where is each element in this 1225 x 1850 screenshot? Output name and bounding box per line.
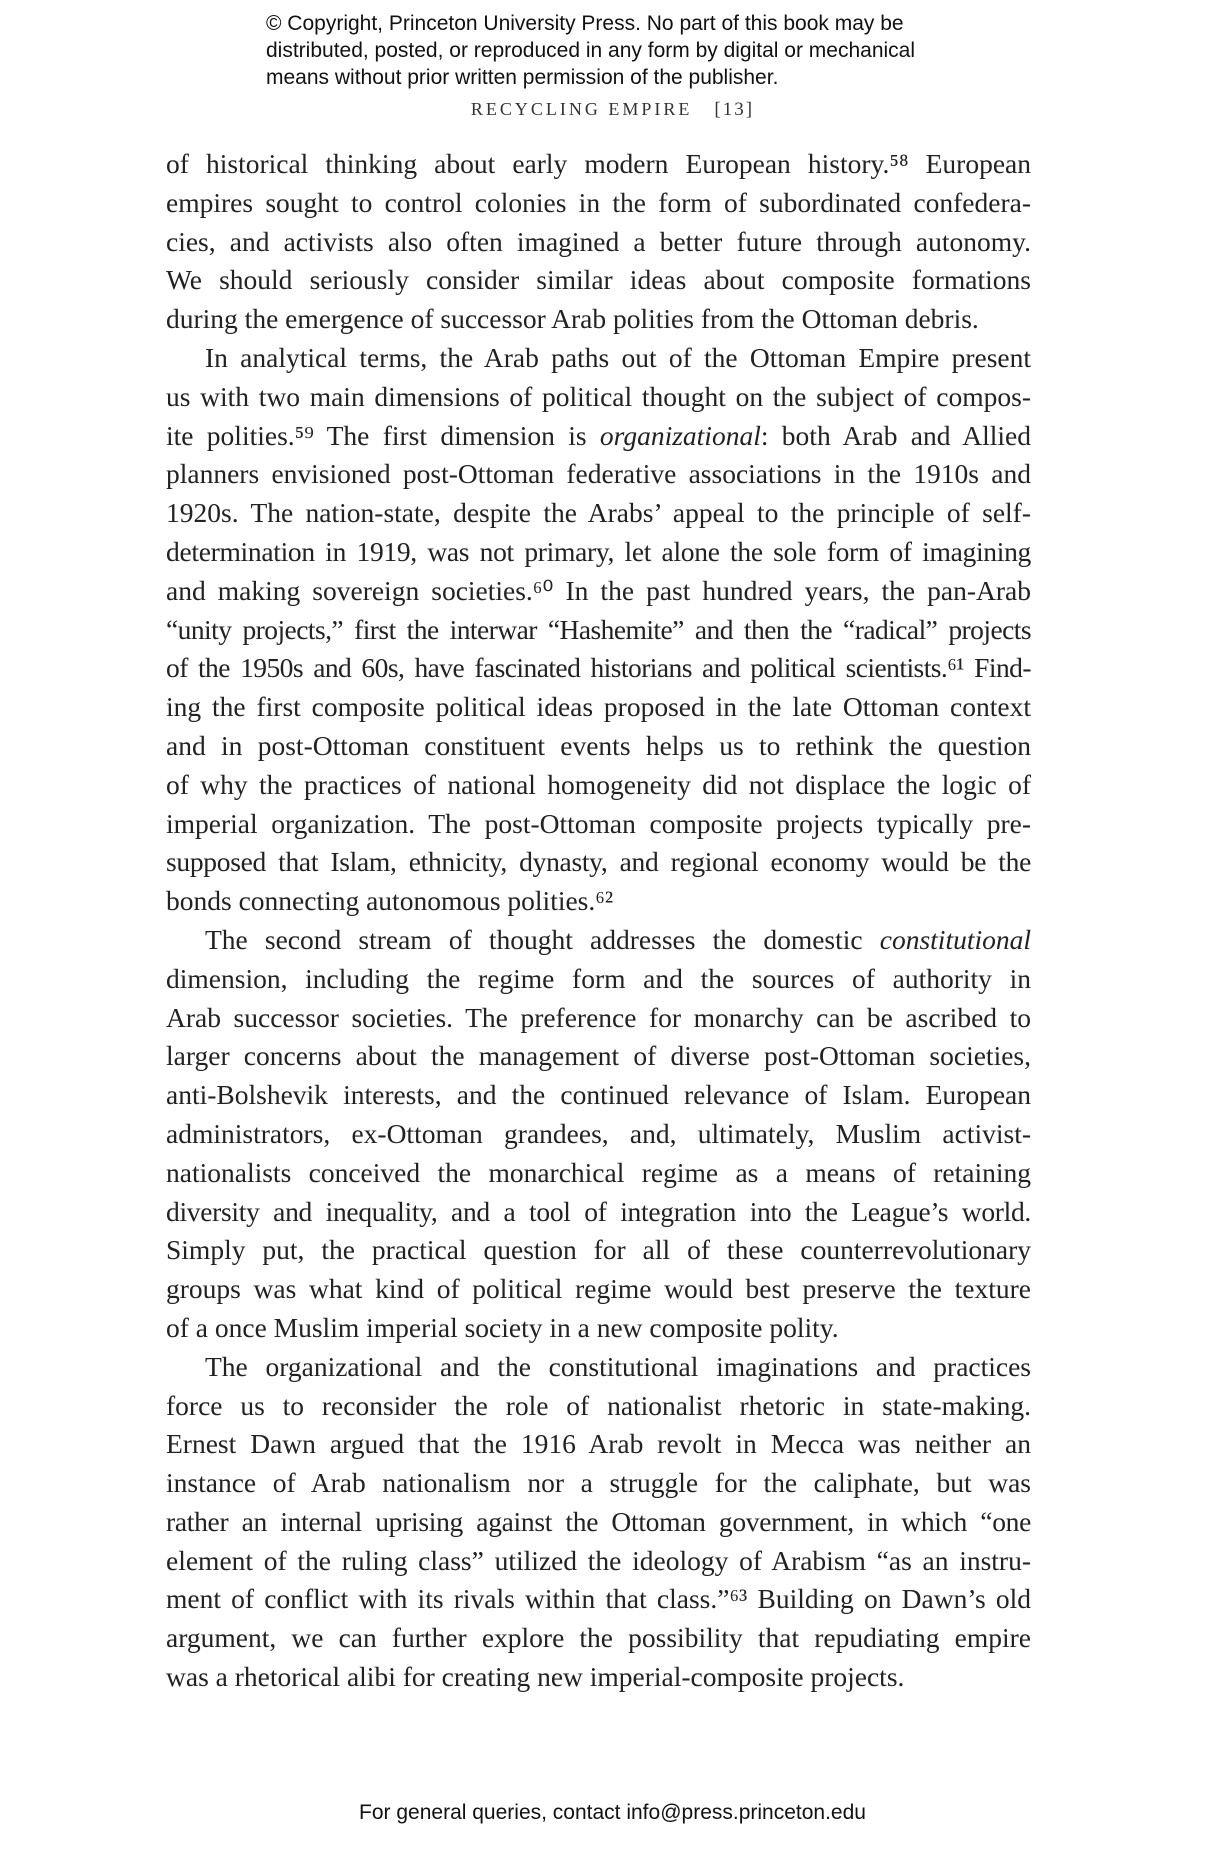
body-text	[166, 145, 1031, 1697]
italic-term: organizational	[599, 419, 761, 451]
text-line: nationalists conceived the monarchical regime as a means of retaining	[166, 1156, 1031, 1188]
text-line: determination in 1919, was not primary, let alone the sole form of imagining	[166, 535, 1031, 567]
text-line: cies, and activists also often imagined a better future through autonomy.	[166, 225, 1031, 257]
text-line: “unity projects,” first the interwar “Hashemite” and then the “radical” projects	[166, 613, 1031, 645]
text-line: 1920s. The nation-state, despite the Arabs’ appeal to the principle of self-	[166, 497, 1031, 529]
text-segment: The second stream of thought addresses the domestic	[205, 923, 863, 955]
text-line: dimension, including the regime form and the sources of authority in	[166, 962, 1031, 994]
text-line: supposed that Islam, ethnicity, dynasty, and regional economy would be the	[166, 846, 1031, 878]
text-line: In analytical terms, the Arab paths out of the Ottoman Empire present	[205, 341, 1031, 373]
text-line: instance of Arab nationalism nor a struggle for the caliphate, but was	[166, 1467, 1031, 1499]
text-segment: ite polities.⁵⁹ The first dimension is	[166, 419, 587, 451]
text-line: larger concerns about the management of diverse post-Ottoman societies,	[166, 1040, 1031, 1072]
text-line: empires sought to control colonies in the form of subordinated confedera-	[166, 186, 1031, 218]
text-line: Ernest Dawn argued that the 1916 Arab revolt in Mecca was neither an	[166, 1428, 1031, 1460]
footer-contact: For general queries, contact info@press.princeton.edu	[359, 1801, 866, 1824]
text-line: planners envisioned post-Ottoman federative associations in the 1910s and	[166, 458, 1031, 490]
text-line: diversity and inequality, and a tool of integration into the League’s world.	[166, 1195, 1031, 1227]
text-line: of a once Muslim imperial society in a new composite polity.	[166, 1311, 839, 1343]
text-line: ing the first composite political ideas proposed in the late Ottoman context	[166, 691, 1031, 723]
text-line: imperial organization. The post-Ottoman composite projects typically pre-	[166, 807, 1031, 839]
text-line: force us to reconsider the role of nationalist rhetoric in state-making.	[166, 1389, 1031, 1421]
text-segment: : both Arab and Allied	[760, 419, 1032, 451]
page-number: [13]	[714, 99, 755, 120]
copyright-line: © Copyright, Princeton University Press. No part of this book may be	[266, 12, 904, 35]
text-line: of historical thinking about early modern European history.⁵⁸ European	[166, 148, 1031, 179]
text-line: of why the practices of national homogeneity did not displace the logic of	[166, 768, 1031, 800]
text-line: administrators, ex-Ottoman grandees, and, ultimately, Muslim activist-	[166, 1117, 1031, 1149]
copyright-line: means without prior written permission of the publisher.	[266, 66, 779, 89]
text-line: argument, we can further explore the possibility that repudiating empire	[166, 1622, 1031, 1654]
italic-term: constitutional	[879, 923, 1031, 955]
text-line: and making sovereign societies.⁶⁰ In the past hundred years, the pan-Arab	[166, 574, 1031, 606]
text-line: groups was what kind of political regime would best preserve the texture	[166, 1273, 1031, 1305]
text-line: Simply put, the practical question for all of these counterrevolutionary	[166, 1234, 1031, 1266]
text-line: us with two main dimensions of political thought on the subject of compos-	[166, 380, 1031, 412]
copyright-notice	[266, 10, 1026, 91]
text-line: The organizational and the constitutional imaginations and practices	[205, 1350, 1031, 1382]
text-line: and in post-Ottoman constituent events helps us to rethink the question	[166, 729, 1031, 761]
text-line: We should seriously consider similar ideas about composite formations	[166, 264, 1031, 296]
text-line: of the 1950s and 60s, have fascinated historians and political scientists.⁶¹ Find-	[166, 652, 1031, 684]
running-head-title: RECYCLING EMPIRE	[470, 99, 693, 119]
text-line	[166, 921, 1031, 960]
copyright-line: distributed, posted, or reproduced in any form by digital or mechanical	[266, 39, 916, 62]
text-line: bonds connecting autonomous polities.⁶²	[166, 885, 614, 917]
text-line: Arab successor societies. The preference for monarchy can be ascribed to	[166, 1001, 1031, 1033]
text-line	[166, 417, 1031, 456]
text-line: during the emergence of successor Arab polities from the Ottoman debris.	[166, 303, 979, 335]
text-line: anti-Bolshevik interests, and the continued relevance of Islam. European	[166, 1079, 1031, 1111]
text-line: element of the ruling class” utilized the ideology of Arabism “as an instru-	[166, 1544, 1031, 1576]
running-head	[0, 99, 1225, 121]
text-line: rather an internal uprising against the Ottoman government, in which “one	[166, 1505, 1031, 1537]
text-line: ment of conflict with its rivals within that class.”⁶³ Building on Dawn’s old	[166, 1583, 1031, 1615]
text-line: was a rhetorical alibi for creating new imperial-composite projects.	[166, 1661, 905, 1693]
